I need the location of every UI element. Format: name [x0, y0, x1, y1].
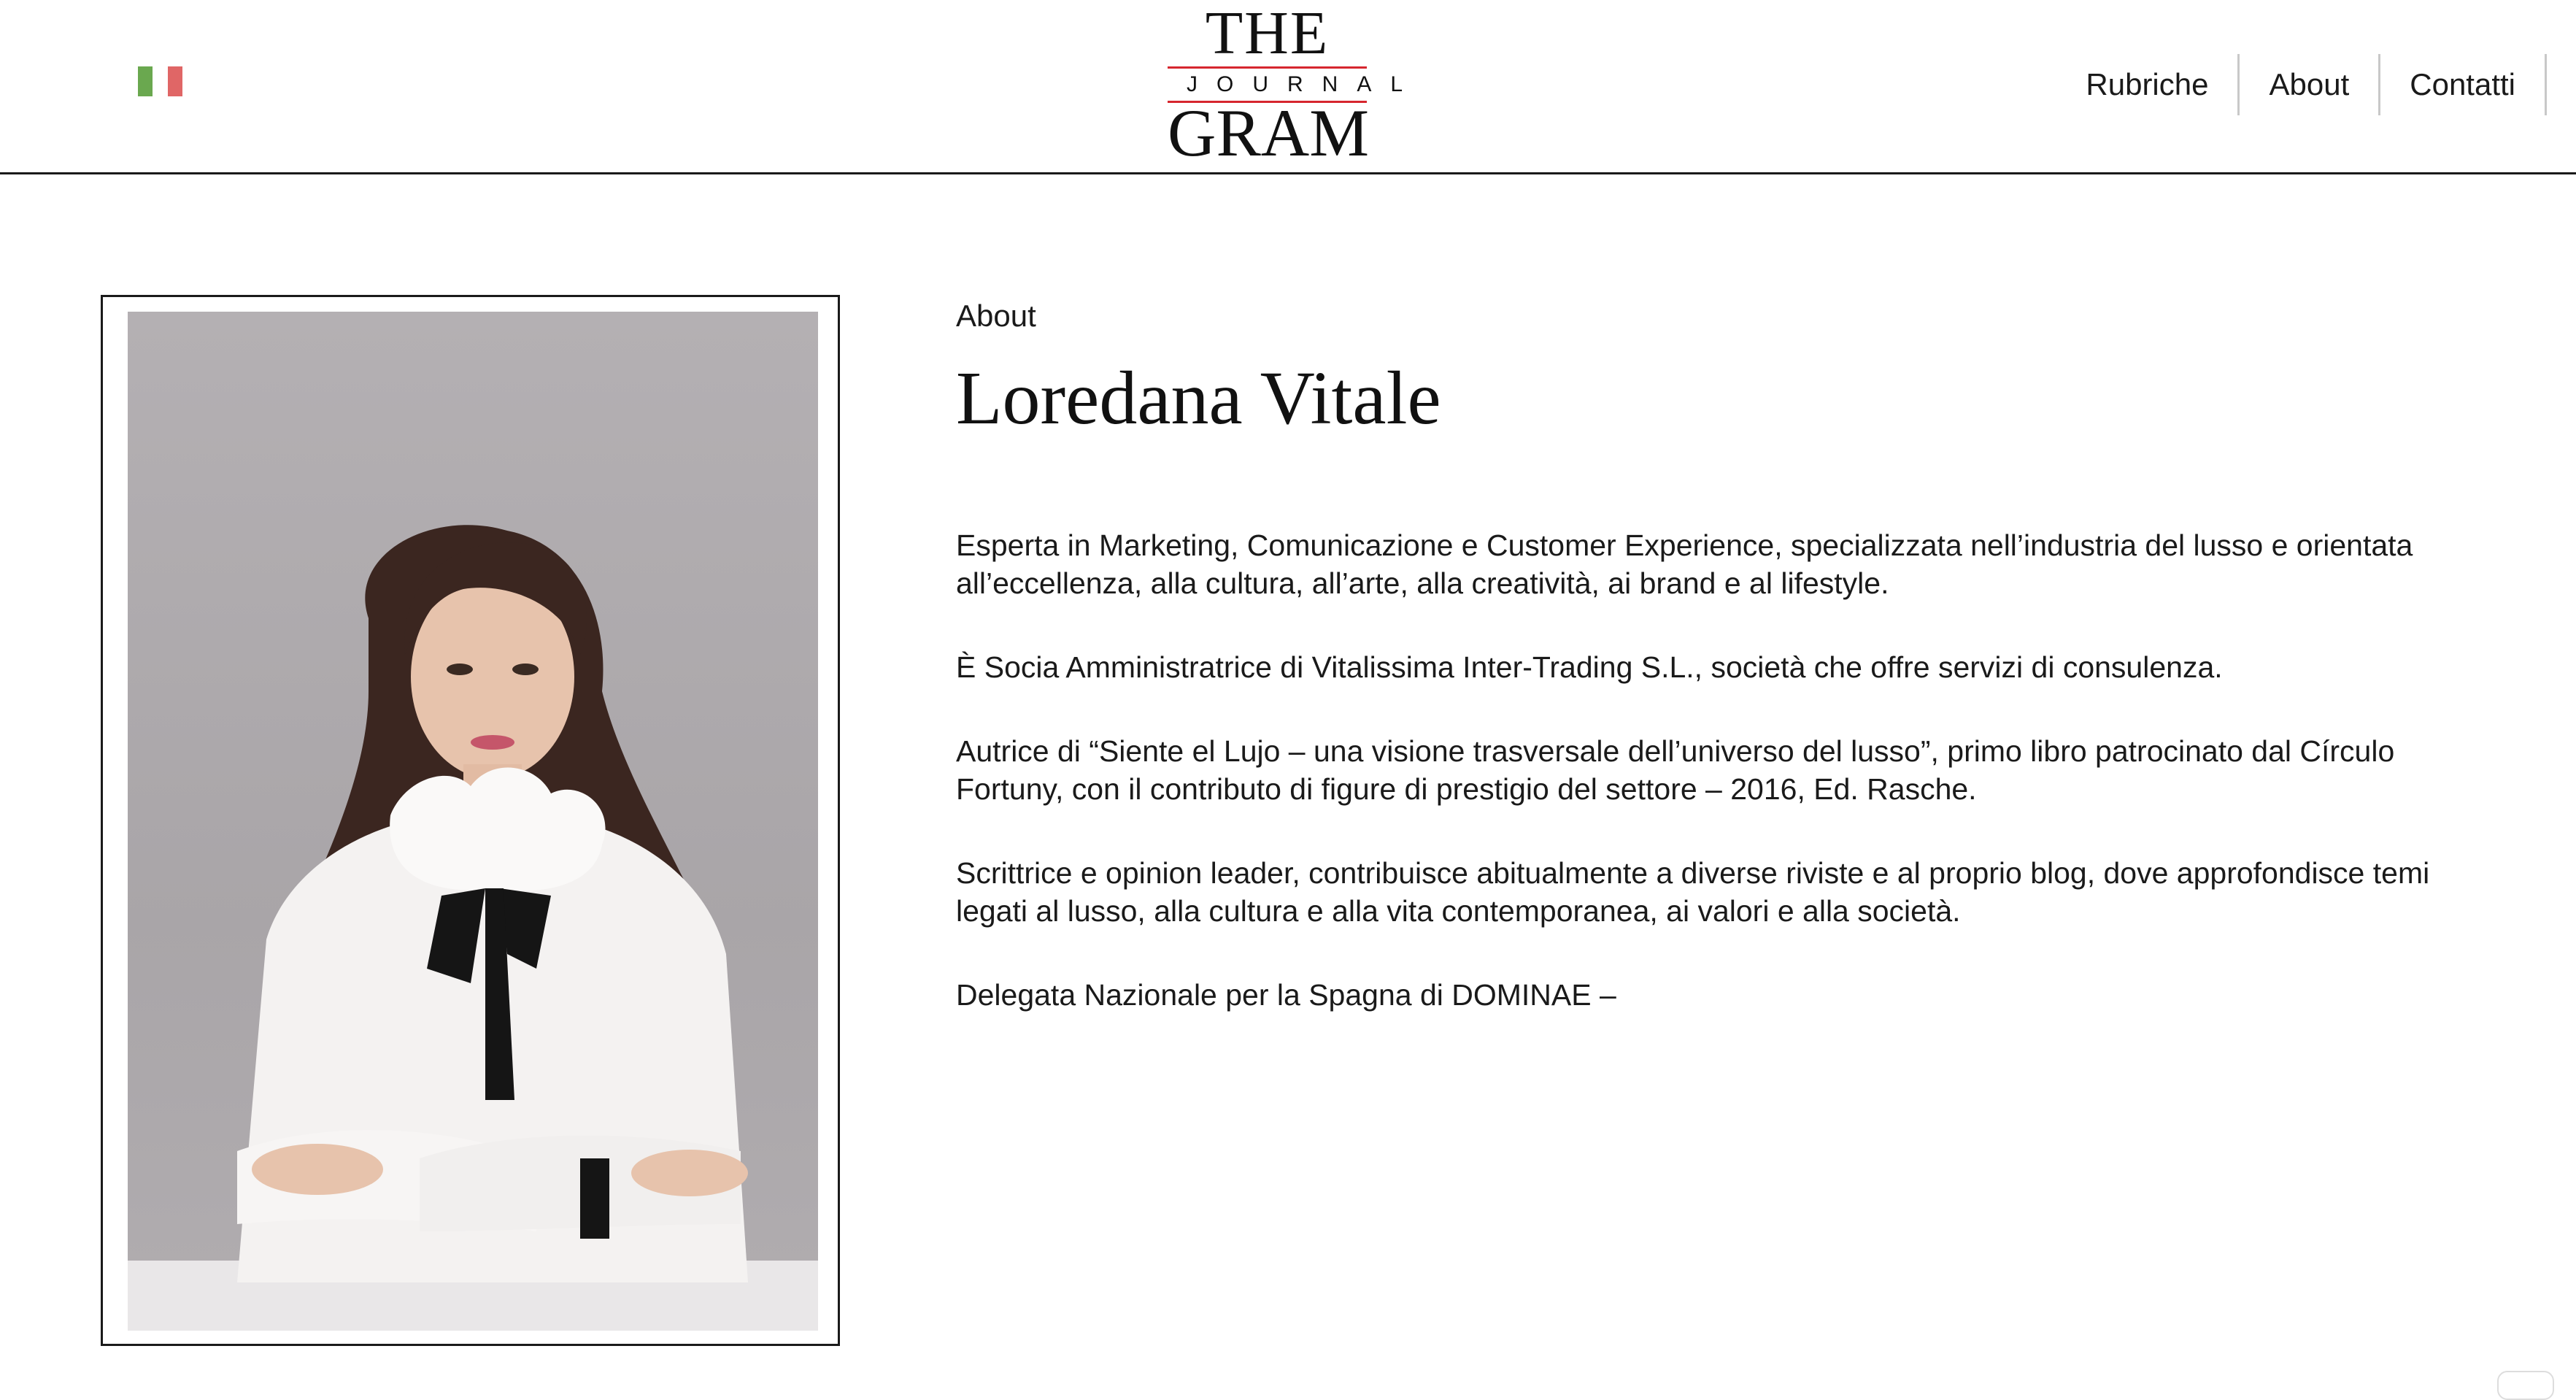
bio-paragraph: Autrice di “Siente el Lujo – una visione trasversale dell’universo del lusso”, primo libro patrocinato dal Círculo Fortuny, con il contributo di figure di prestigio del settore – 2016, Ed. Rasche.: [956, 734, 2395, 806]
logo-line-journal: JOURNAL: [1168, 66, 1367, 103]
nav-spacer: [2547, 54, 2576, 115]
scroll-to-top-button[interactable]: [2497, 1371, 2554, 1400]
nav-item-about[interactable]: About: [2240, 54, 2380, 115]
page-title: Loredana Vitale: [956, 356, 1441, 440]
portrait-frame: [101, 295, 840, 1346]
bio-paragraph: Scrittrice e opinion leader, contribuisce abitualmente a diverse riviste e al proprio blog, dove approfondisce temi legati al lusso, alla cultura e alla vita contemporanea, ai valori e alla società.: [956, 856, 2430, 928]
portrait-illustration: [128, 312, 818, 1331]
flag-stripe-white: [153, 66, 167, 96]
flag-stripe-green: [138, 66, 153, 96]
bio-paragraph: Esperta in Marketing, Comunicazione e Customer Experience, specializzata nell’industria del lusso e orientata all’eccellenza, alla cultura, all’arte, alla creatività, ai brand e al lifestyle.: [956, 528, 2413, 600]
site-logo[interactable]: [1168, 0, 1422, 170]
about-content: [956, 296, 2430, 1060]
nav-item-rubriche[interactable]: Rubriche: [2056, 54, 2240, 115]
main-nav: [2056, 54, 2576, 115]
portrait-photo: [128, 312, 818, 1331]
flag-stripe-red: [168, 66, 182, 96]
bio-paragraph: Delegata Nazionale per la Spagna di DOMINAE –: [956, 978, 1616, 1012]
logo-line-gram: GRAM: [1168, 96, 1370, 170]
site-header: [0, 0, 2576, 174]
nav-item-contatti[interactable]: Contatti: [2380, 54, 2547, 115]
bio-text: [956, 526, 2430, 1014]
bio-paragraph: È Socia Amministratrice di Vitalissima Inter-Trading S.L., società che offre servizi di consulenza.: [956, 650, 2223, 684]
logo-line-the: THE: [1205, 0, 1330, 67]
italian-flag-icon[interactable]: [138, 66, 182, 96]
section-label: About: [956, 299, 1036, 333]
